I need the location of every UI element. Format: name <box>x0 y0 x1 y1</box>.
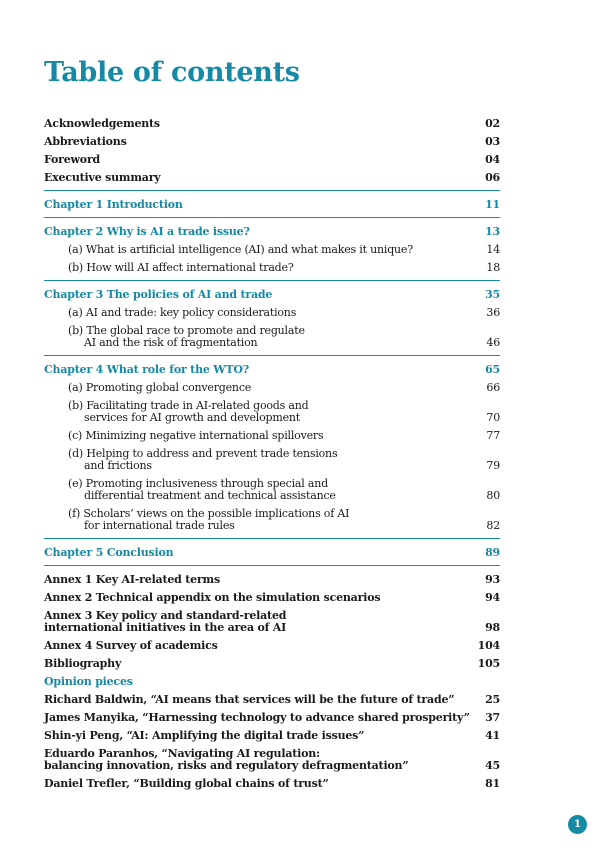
toc-entry-label: Eduardo Paranhos, “Navigating AI regulation: balancing innovation, risks and regulatory defragmentation” <box>44 747 409 772</box>
toc-row[interactable] <box>44 547 500 559</box>
toc-entry-label: Chapter 5 Conclusion <box>44 546 174 559</box>
toc-entry-page: 41 <box>485 729 500 742</box>
toc-entry-page: 104 <box>477 639 500 652</box>
toc-row[interactable] <box>44 592 500 604</box>
toc-entry-label: (b) How will AI affect international trade? <box>68 261 294 274</box>
toc-entry-page: 36 <box>486 306 500 319</box>
toc-row[interactable] <box>44 307 500 319</box>
toc-entry-label: (b) Facilitating trade in AI-related goods and services for AI growth and development <box>68 399 309 424</box>
toc-entry-label: Annex 3 Key policy and standard-related international initiatives in the area of AI <box>44 609 287 634</box>
toc-entry-label: (e) Promoting inclusiveness through special and differential treatment and technical assistance <box>68 477 336 502</box>
toc-row[interactable] <box>44 262 500 274</box>
toc-row[interactable] <box>44 400 500 424</box>
toc-entry-label: Annex 2 Technical appendix on the simulation scenarios <box>44 591 381 604</box>
toc-entry-page: 66 <box>486 381 500 394</box>
toc-entry-page: 13 <box>485 225 500 238</box>
toc-entry-page: 02 <box>485 117 500 130</box>
toc-entry-page: 93 <box>485 573 500 586</box>
toc-entry-page: 94 <box>485 591 500 604</box>
toc-row[interactable] <box>44 430 500 442</box>
toc-entry-label: (b) The global race to promote and regulate AI and the risk of fragmentation <box>68 324 305 349</box>
toc-entry-label: (a) Promoting global convergence <box>68 381 252 394</box>
toc-entry-page: 14 <box>486 243 500 256</box>
toc-entry-page: 45 <box>485 759 500 772</box>
toc-row[interactable] <box>44 778 500 790</box>
toc-entry-label: Abbreviations <box>44 135 127 148</box>
toc-row[interactable] <box>44 226 500 238</box>
toc-entry-page: 77 <box>486 429 500 442</box>
toc-entry-label: Annex 4 Survey of academics <box>44 639 218 652</box>
toc-entry-label: (a) AI and trade: key policy considerations <box>68 306 297 319</box>
toc-entry-label: Chapter 4 What role for the WTO? <box>44 363 250 376</box>
toc-entry-page: 03 <box>485 135 500 148</box>
toc-row[interactable] <box>44 640 500 652</box>
toc-row[interactable] <box>44 364 500 376</box>
toc-row[interactable] <box>44 658 500 670</box>
toc-row[interactable] <box>44 244 500 256</box>
toc-entry-page: 25 <box>485 693 500 706</box>
toc-row[interactable] <box>44 325 500 349</box>
toc-row[interactable] <box>44 118 500 130</box>
toc-entry-label: James Manyika, “Harnessing technology to advance shared prosperity” <box>44 711 470 724</box>
toc-entry-page: 82 <box>486 519 500 532</box>
toc-entry-label: (a) What is artificial intelligence (AI) and what makes it unique? <box>68 243 413 256</box>
toc-entry-page: 81 <box>485 777 500 790</box>
section-divider <box>44 280 500 281</box>
toc-row[interactable] <box>44 154 500 166</box>
section-divider <box>44 190 500 191</box>
toc-entry-label: (d) Helping to address and prevent trade tensions and frictions <box>68 447 338 472</box>
page-number-badge: 1 <box>568 815 587 834</box>
toc-entry-page: 37 <box>485 711 500 724</box>
toc-entry-page: 89 <box>485 546 500 559</box>
toc-entry-page: 98 <box>485 621 500 634</box>
toc-entry-label: Bibliography <box>44 657 122 670</box>
toc-entry-page: 11 <box>485 198 500 211</box>
toc-entry-label: Opinion pieces <box>44 675 133 688</box>
section-divider <box>44 355 500 356</box>
toc-row[interactable] <box>44 574 500 586</box>
toc-entry-label: (c) Minimizing negative international spillovers <box>68 429 324 442</box>
toc-entry-page: 65 <box>485 363 500 376</box>
section-divider <box>44 565 500 566</box>
toc-section-heading <box>44 676 500 688</box>
toc-row[interactable] <box>44 508 500 532</box>
toc-entry-page: 18 <box>486 261 500 274</box>
toc-list <box>44 118 500 790</box>
toc-entry-label: Chapter 1 Introduction <box>44 198 183 211</box>
toc-entry-page: 35 <box>485 288 500 301</box>
toc-row[interactable] <box>44 712 500 724</box>
toc-row[interactable] <box>44 730 500 742</box>
toc-entry-page: 105 <box>477 657 500 670</box>
toc-entry-label: Foreword <box>44 153 101 166</box>
toc-row[interactable] <box>44 448 500 472</box>
toc-entry-page: 06 <box>485 171 500 184</box>
page-title: Table of contents <box>44 57 300 88</box>
toc-entry-label: Chapter 3 The policies of AI and trade <box>44 288 273 301</box>
toc-entry-page: 46 <box>486 336 500 349</box>
toc-entry-label: Shin-yi Peng, “AI: Amplifying the digital trade issues” <box>44 729 365 742</box>
toc-entry-page: 79 <box>486 459 500 472</box>
toc-row[interactable] <box>44 199 500 211</box>
section-divider <box>44 217 500 218</box>
toc-entry-label: Daniel Trefler, “Building global chains of trust” <box>44 777 329 790</box>
toc-entry-label: Chapter 2 Why is AI a trade issue? <box>44 225 250 238</box>
section-divider <box>44 538 500 539</box>
toc-entry-label: Executive summary <box>44 171 161 184</box>
toc-row[interactable] <box>44 478 500 502</box>
toc-row[interactable] <box>44 694 500 706</box>
toc-row[interactable] <box>44 748 500 772</box>
toc-entry-page: 04 <box>485 153 500 166</box>
toc-row[interactable] <box>44 289 500 301</box>
toc-entry-label: Acknowledgements <box>44 117 160 130</box>
toc-entry-label: Richard Baldwin, “AI means that services will be the future of trade” <box>44 693 455 706</box>
toc-row[interactable] <box>44 382 500 394</box>
toc-entry-label: (f) Scholars’ views on the possible implications of AI for international trade rules <box>68 507 350 532</box>
toc-entry-label: Annex 1 Key AI-related terms <box>44 573 220 586</box>
toc-row[interactable] <box>44 172 500 184</box>
toc-entry-page: 70 <box>486 411 500 424</box>
toc-entry-page: 80 <box>486 489 500 502</box>
toc-row[interactable] <box>44 610 500 634</box>
toc-row[interactable] <box>44 136 500 148</box>
